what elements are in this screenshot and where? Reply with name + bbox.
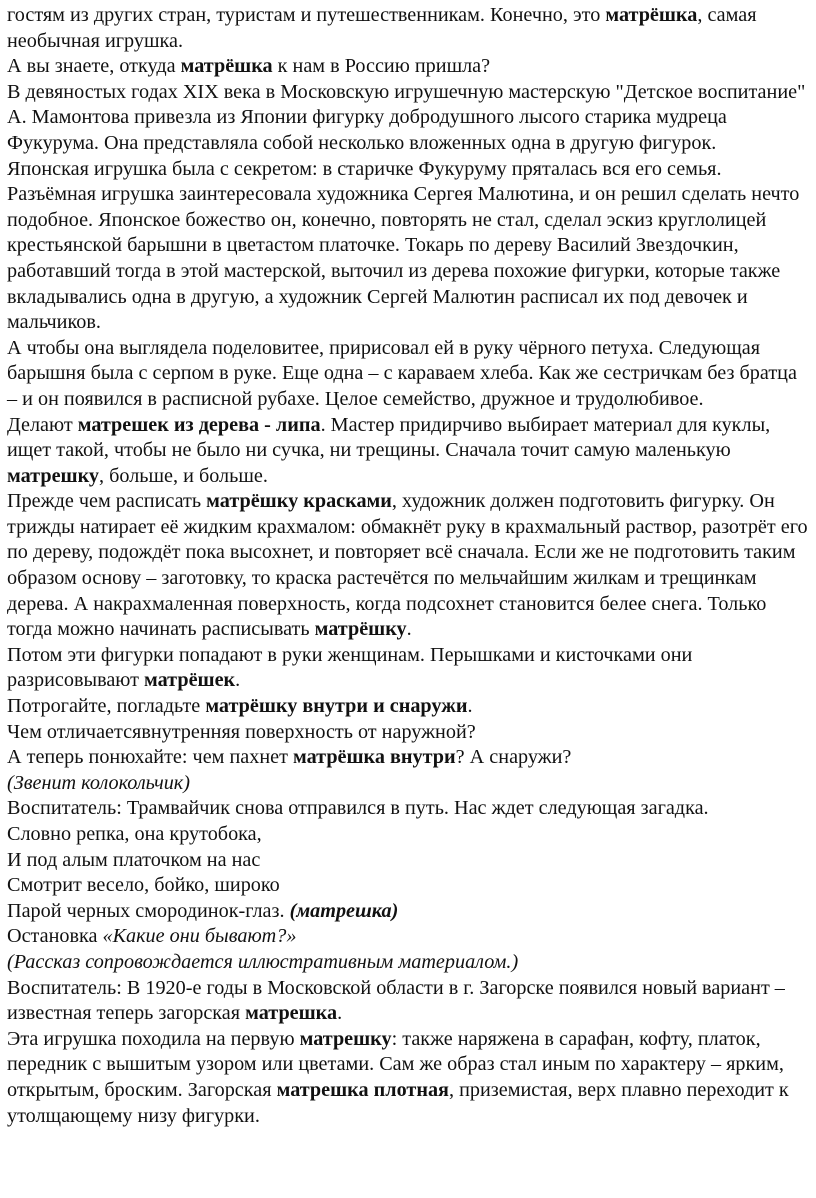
paragraph	[7, 848, 812, 874]
paragraph	[7, 694, 812, 720]
emphasized-text: матрешку	[7, 464, 100, 487]
emphasized-text: (Звенит колокольчик)	[7, 771, 190, 794]
paragraph	[7, 643, 812, 694]
paragraph	[7, 413, 812, 490]
paragraph	[7, 950, 812, 976]
paragraph	[7, 720, 812, 746]
emphasized-text: матрешек из дерева - липа	[77, 413, 321, 436]
emphasized-text: (матрешка)	[289, 899, 399, 922]
emphasized-text: матрешка плотная	[276, 1078, 449, 1101]
paragraph	[7, 336, 812, 413]
text-run: . Мастер придирчиво выбирает материал для куклы, ищет такой, чтобы не было ни сучка, ни трещины. Сначала точит самую маленькую	[7, 413, 771, 462]
text-run: Потом эти фигурки попадают в руки женщинам. Перышками и кисточками они разрисовывают	[7, 643, 693, 692]
paragraph	[7, 157, 812, 336]
paragraph	[7, 54, 812, 80]
paragraph	[7, 3, 812, 54]
text-run: гостям из других стран, туристам и путешественникам. Конечно, это	[7, 4, 606, 26]
text-run: Воспитатель: Трамвайчик снова отправился в путь. Нас ждет следующая загадка.	[7, 797, 709, 820]
emphasized-text: матрёшка	[180, 55, 273, 78]
paragraph	[7, 899, 812, 925]
emphasized-text: матрёшку красками	[206, 490, 392, 513]
text-run: .	[235, 669, 241, 692]
text-run: : также наряжена в сарафан, кофту, платок, передник с вышитым узором или цветами. Сам же образ стал иным по характеру – ярким, открытым, броским. Загорская	[7, 1027, 784, 1101]
text-run: Парой черных смородинок-глаз.	[7, 899, 290, 922]
emphasized-text: матрёшек	[144, 669, 236, 692]
text-run: А вы знаете, откуда	[7, 55, 181, 78]
text-run: Чем отличаетсявнутренняя поверхность от наружной?	[7, 720, 476, 743]
text-run: Японская игрушка была с секретом: в старичке Фукуруму пряталась вся его семья. Разъёмная игрушка заинтересовала художника Сергея Малютина, и он решил сделать нечто подобное. Японское божество он, конечно, повторять не стал, сделал эскиз круглолицей крестьянской барышни в цветастом платочке. Токарь по дереву Василий Звездочкин, работавший тогда в этой мастерской, выточил из дерева похожие фигурки, которые также вкладывались одна в другую, а художник Сергей Малютин расписал их под девочек и мальчиков.	[7, 157, 800, 334]
paragraph	[7, 873, 812, 899]
emphasized-text: «Какие они бывают?»	[102, 925, 297, 948]
text-run: А теперь понюхайте: чем пахнет	[7, 746, 293, 769]
emphasized-text: матрешка	[245, 1002, 338, 1025]
text-run: А чтобы она выглядела поделовитее, пририсовал ей в руку чёрного петуха. Следующая барышня была с серпом в руке. Еще одна – с караваем хлеба. Как же сестричкам без братца – и он появился в расписной рубахе. Целое семейство, дружное и трудолюбивое.	[7, 336, 797, 410]
text-run: Делают	[7, 413, 78, 436]
paragraph	[7, 796, 812, 822]
text-run: ? А снаружи?	[455, 746, 572, 769]
emphasized-text: матрёшка	[605, 4, 698, 26]
emphasized-text: матрёшку внутри и снаружи	[205, 695, 468, 718]
emphasized-text: (Рассказ сопровождается иллюстративным материалом.)	[7, 950, 519, 973]
text-run: , приземистая, верх плавно переходит к утолщающему низу фигурки.	[7, 1078, 789, 1127]
text-run: , самая необычная игрушка.	[7, 4, 757, 52]
text-run: .	[467, 695, 473, 718]
emphasized-text: матрёшка внутри	[292, 746, 456, 769]
paragraph	[7, 745, 812, 771]
text-run: , больше, и больше.	[99, 464, 268, 487]
text-run: Воспитатель: В 1920-е годы в Московской области в г. Загорске появился новый вариант – известная теперь загорская	[7, 976, 785, 1025]
text-run: Смотрит весело, бойко, широко	[7, 874, 280, 897]
emphasized-text: матрёшку	[314, 618, 407, 641]
text-run: .	[337, 1002, 343, 1025]
text-run: к нам в Россию пришла?	[272, 55, 491, 78]
paragraph	[7, 924, 812, 950]
paragraph	[7, 489, 812, 643]
paragraph	[7, 1027, 812, 1129]
paragraph	[7, 976, 812, 1027]
text-run: .	[406, 618, 412, 641]
emphasized-text: матрешку	[299, 1027, 392, 1050]
text-run: , художник должен подготовить фигурку. Он трижды натирает её жидким крахмалом: обмакнёт руку в крахмальный раствор, разотрёт его по дереву, подождёт пока высохнет, и повторяет всё сначала. Если же не подготовить таким образом основу – заготовку, то краска растечётся по мельчайшим жилкам и трещинкам дерева. А накрахмаленная поверхность, когда подсохнет становится белее снега. Только тогда можно начинать расписывать	[7, 490, 808, 641]
text-run: Прежде чем расписать	[7, 490, 207, 513]
paragraph	[7, 822, 812, 848]
text-run: Эта игрушка походила на первую	[7, 1027, 300, 1050]
text-run: И под алым платочком на нас	[7, 848, 261, 871]
text-run: Остановка	[7, 925, 103, 948]
text-run: Словно репка, она крутобока,	[7, 823, 262, 845]
paragraph	[7, 771, 812, 797]
paragraph	[7, 80, 812, 157]
text-run: В девяностых годах XIX века в Московскую игрушечную мастерскую "Детское воспитание" А. Мамонтова привезла из Японии фигурку добродушного лысого старика мудреца Фукурума. Она представляла собой несколько вложенных одна в другую фигурок.	[7, 80, 806, 154]
text-run: Потрогайте, погладьте	[7, 695, 206, 718]
